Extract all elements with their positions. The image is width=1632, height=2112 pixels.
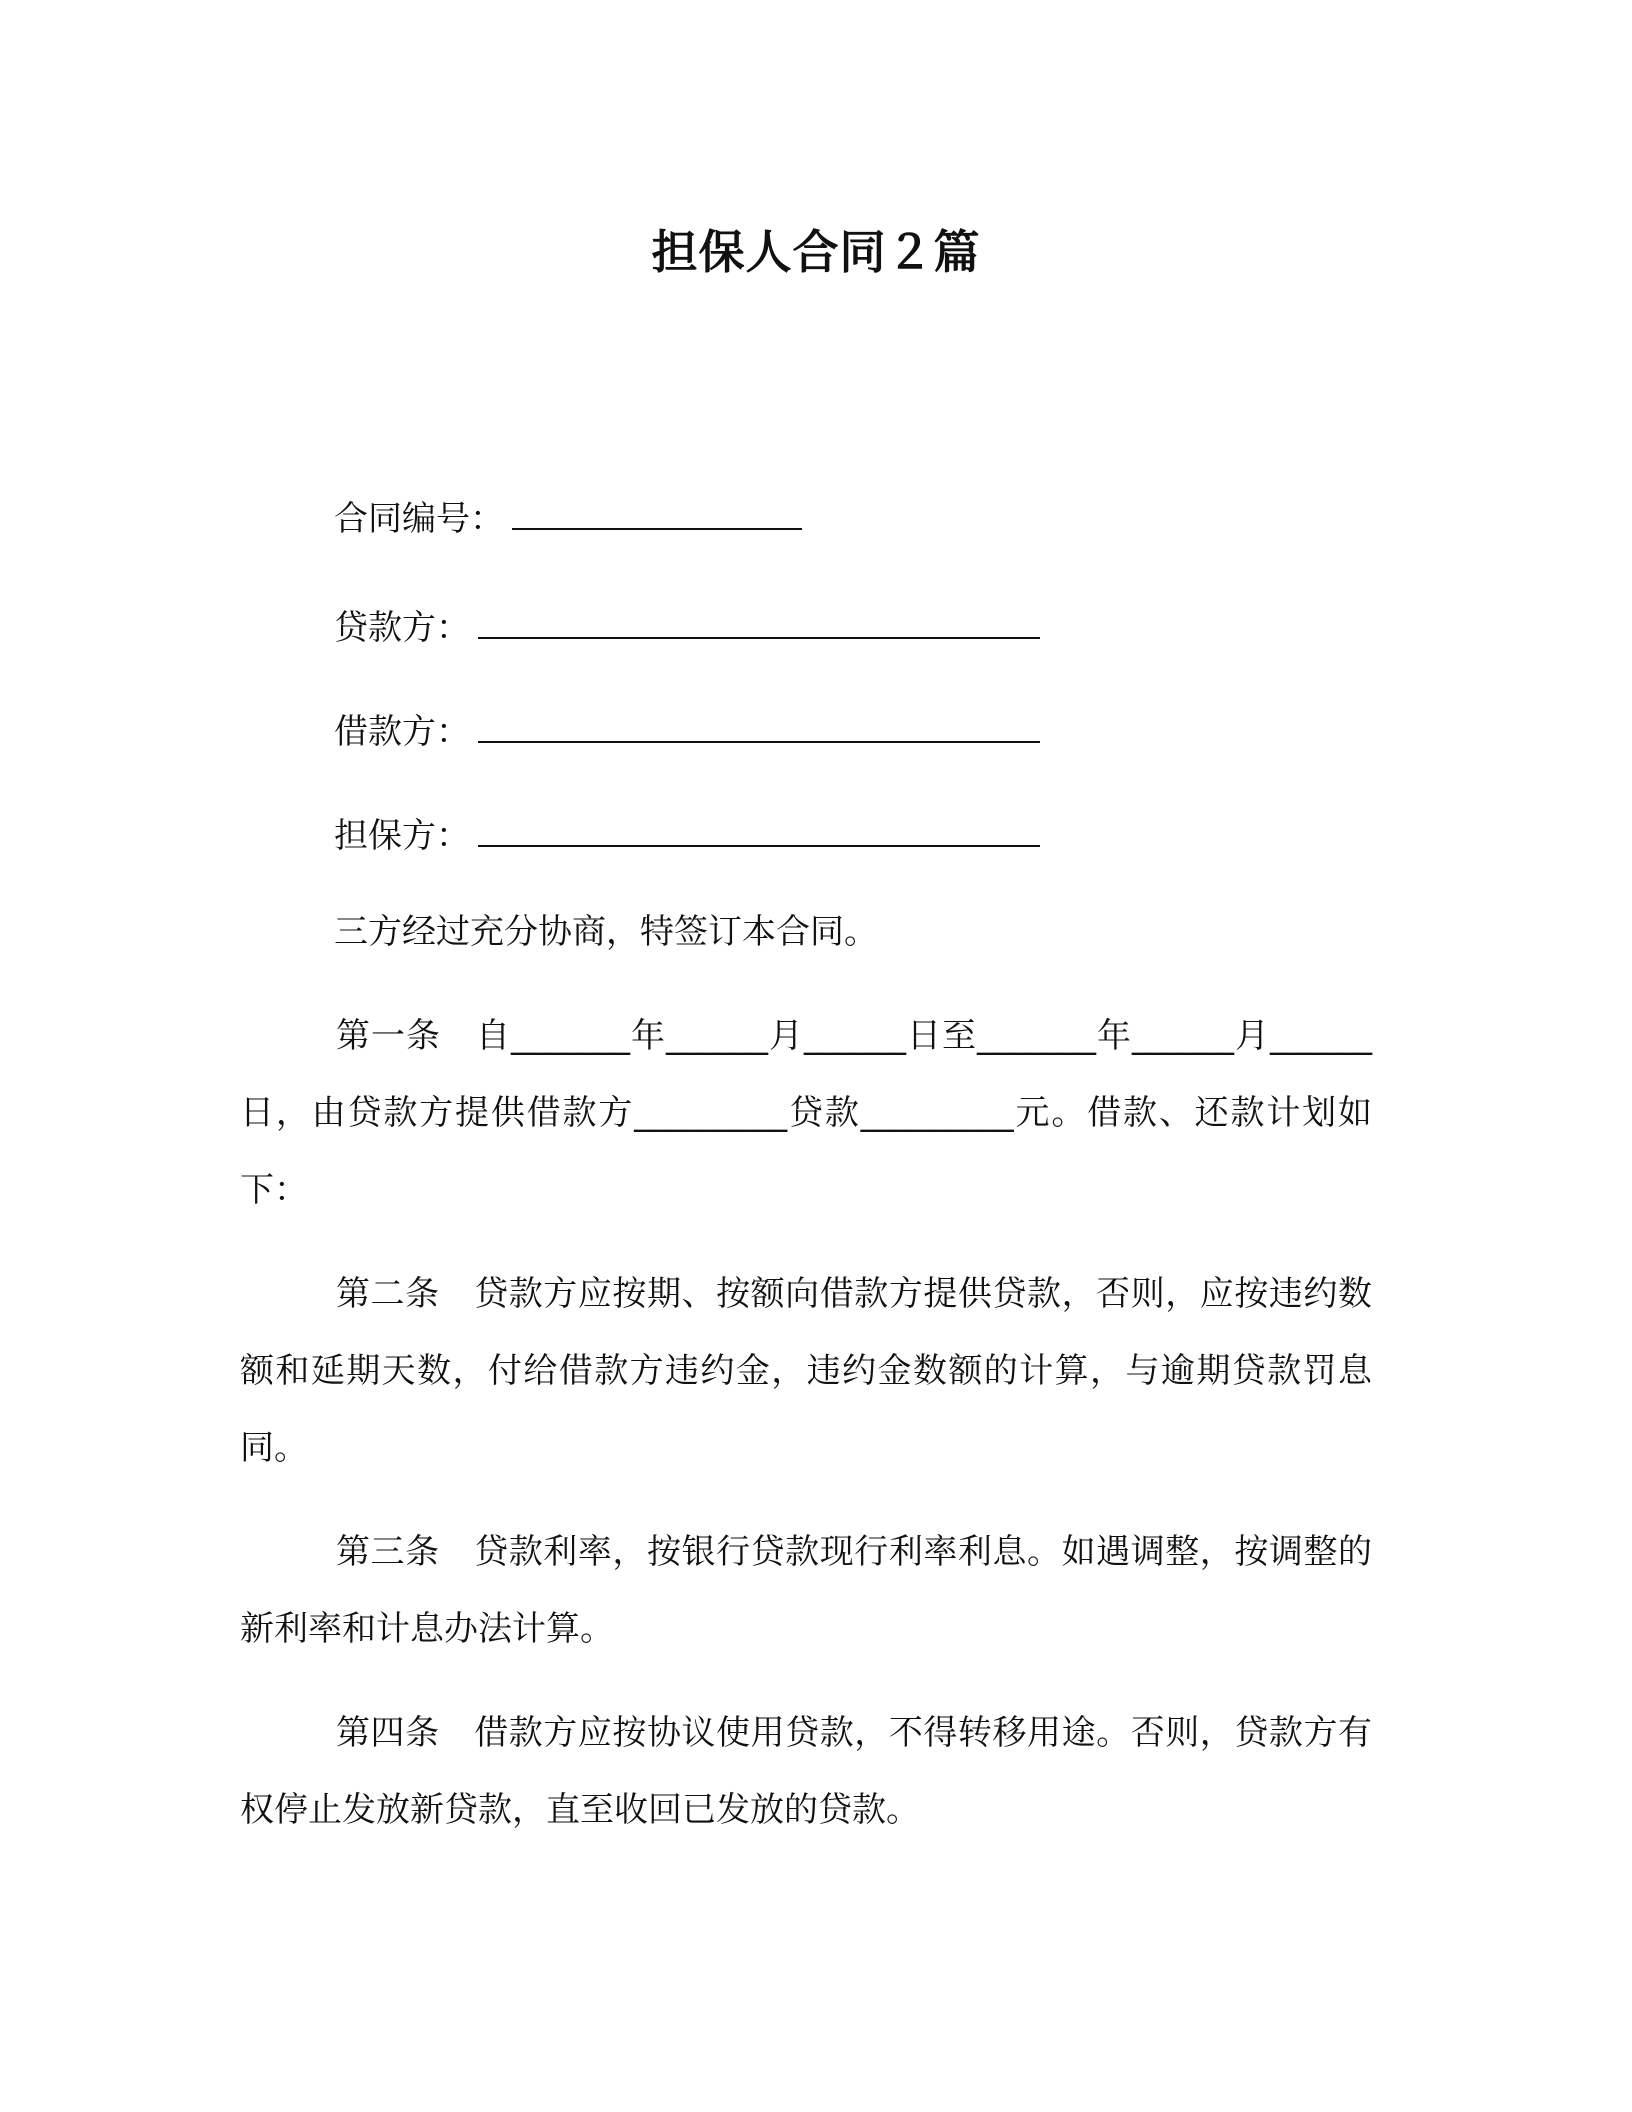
article-body	[240, 998, 1372, 1849]
article-1: 第一条 自_______年______月______日至_______年______月______日，由贷款方提供借款方_________贷款_________元。借款、还款计划如下：	[240, 1016, 1372, 1210]
intro-text: 三方经过充分协商，特签订本合同。	[334, 912, 878, 952]
guarantor-field	[334, 811, 1040, 860]
lender-field	[334, 603, 1040, 652]
guarantor-label: 担保方：	[334, 816, 470, 856]
guarantor-blank	[478, 811, 1040, 847]
borrower-field	[334, 707, 1040, 756]
contract-number-field	[334, 494, 802, 543]
contract-number-label: 合同编号：	[334, 499, 504, 539]
article-3: 第三条 贷款利率，按银行贷款现行利率利息。如遇调整，按调整的新利率和计息办法计算。	[240, 1532, 1372, 1649]
lender-label: 贷款方：	[334, 608, 470, 648]
lender-blank	[478, 603, 1040, 639]
article-4: 第四条 借款方应按协议使用贷款，不得转移用途。否则，贷款方有权停止发放新贷款，直至收回已发放的贷款。	[240, 1713, 1372, 1830]
contract-number-blank	[512, 494, 802, 530]
borrower-blank	[478, 707, 1040, 743]
document-title: 担保人合同２篇	[651, 225, 981, 279]
article-2: 第二条 贷款方应按期、按额向借款方提供贷款，否则，应按违约数额和延期天数，付给借款方违约金，违约金数额的计算，与逾期贷款罚息同。	[240, 1274, 1372, 1468]
borrower-label: 借款方：	[334, 712, 470, 752]
